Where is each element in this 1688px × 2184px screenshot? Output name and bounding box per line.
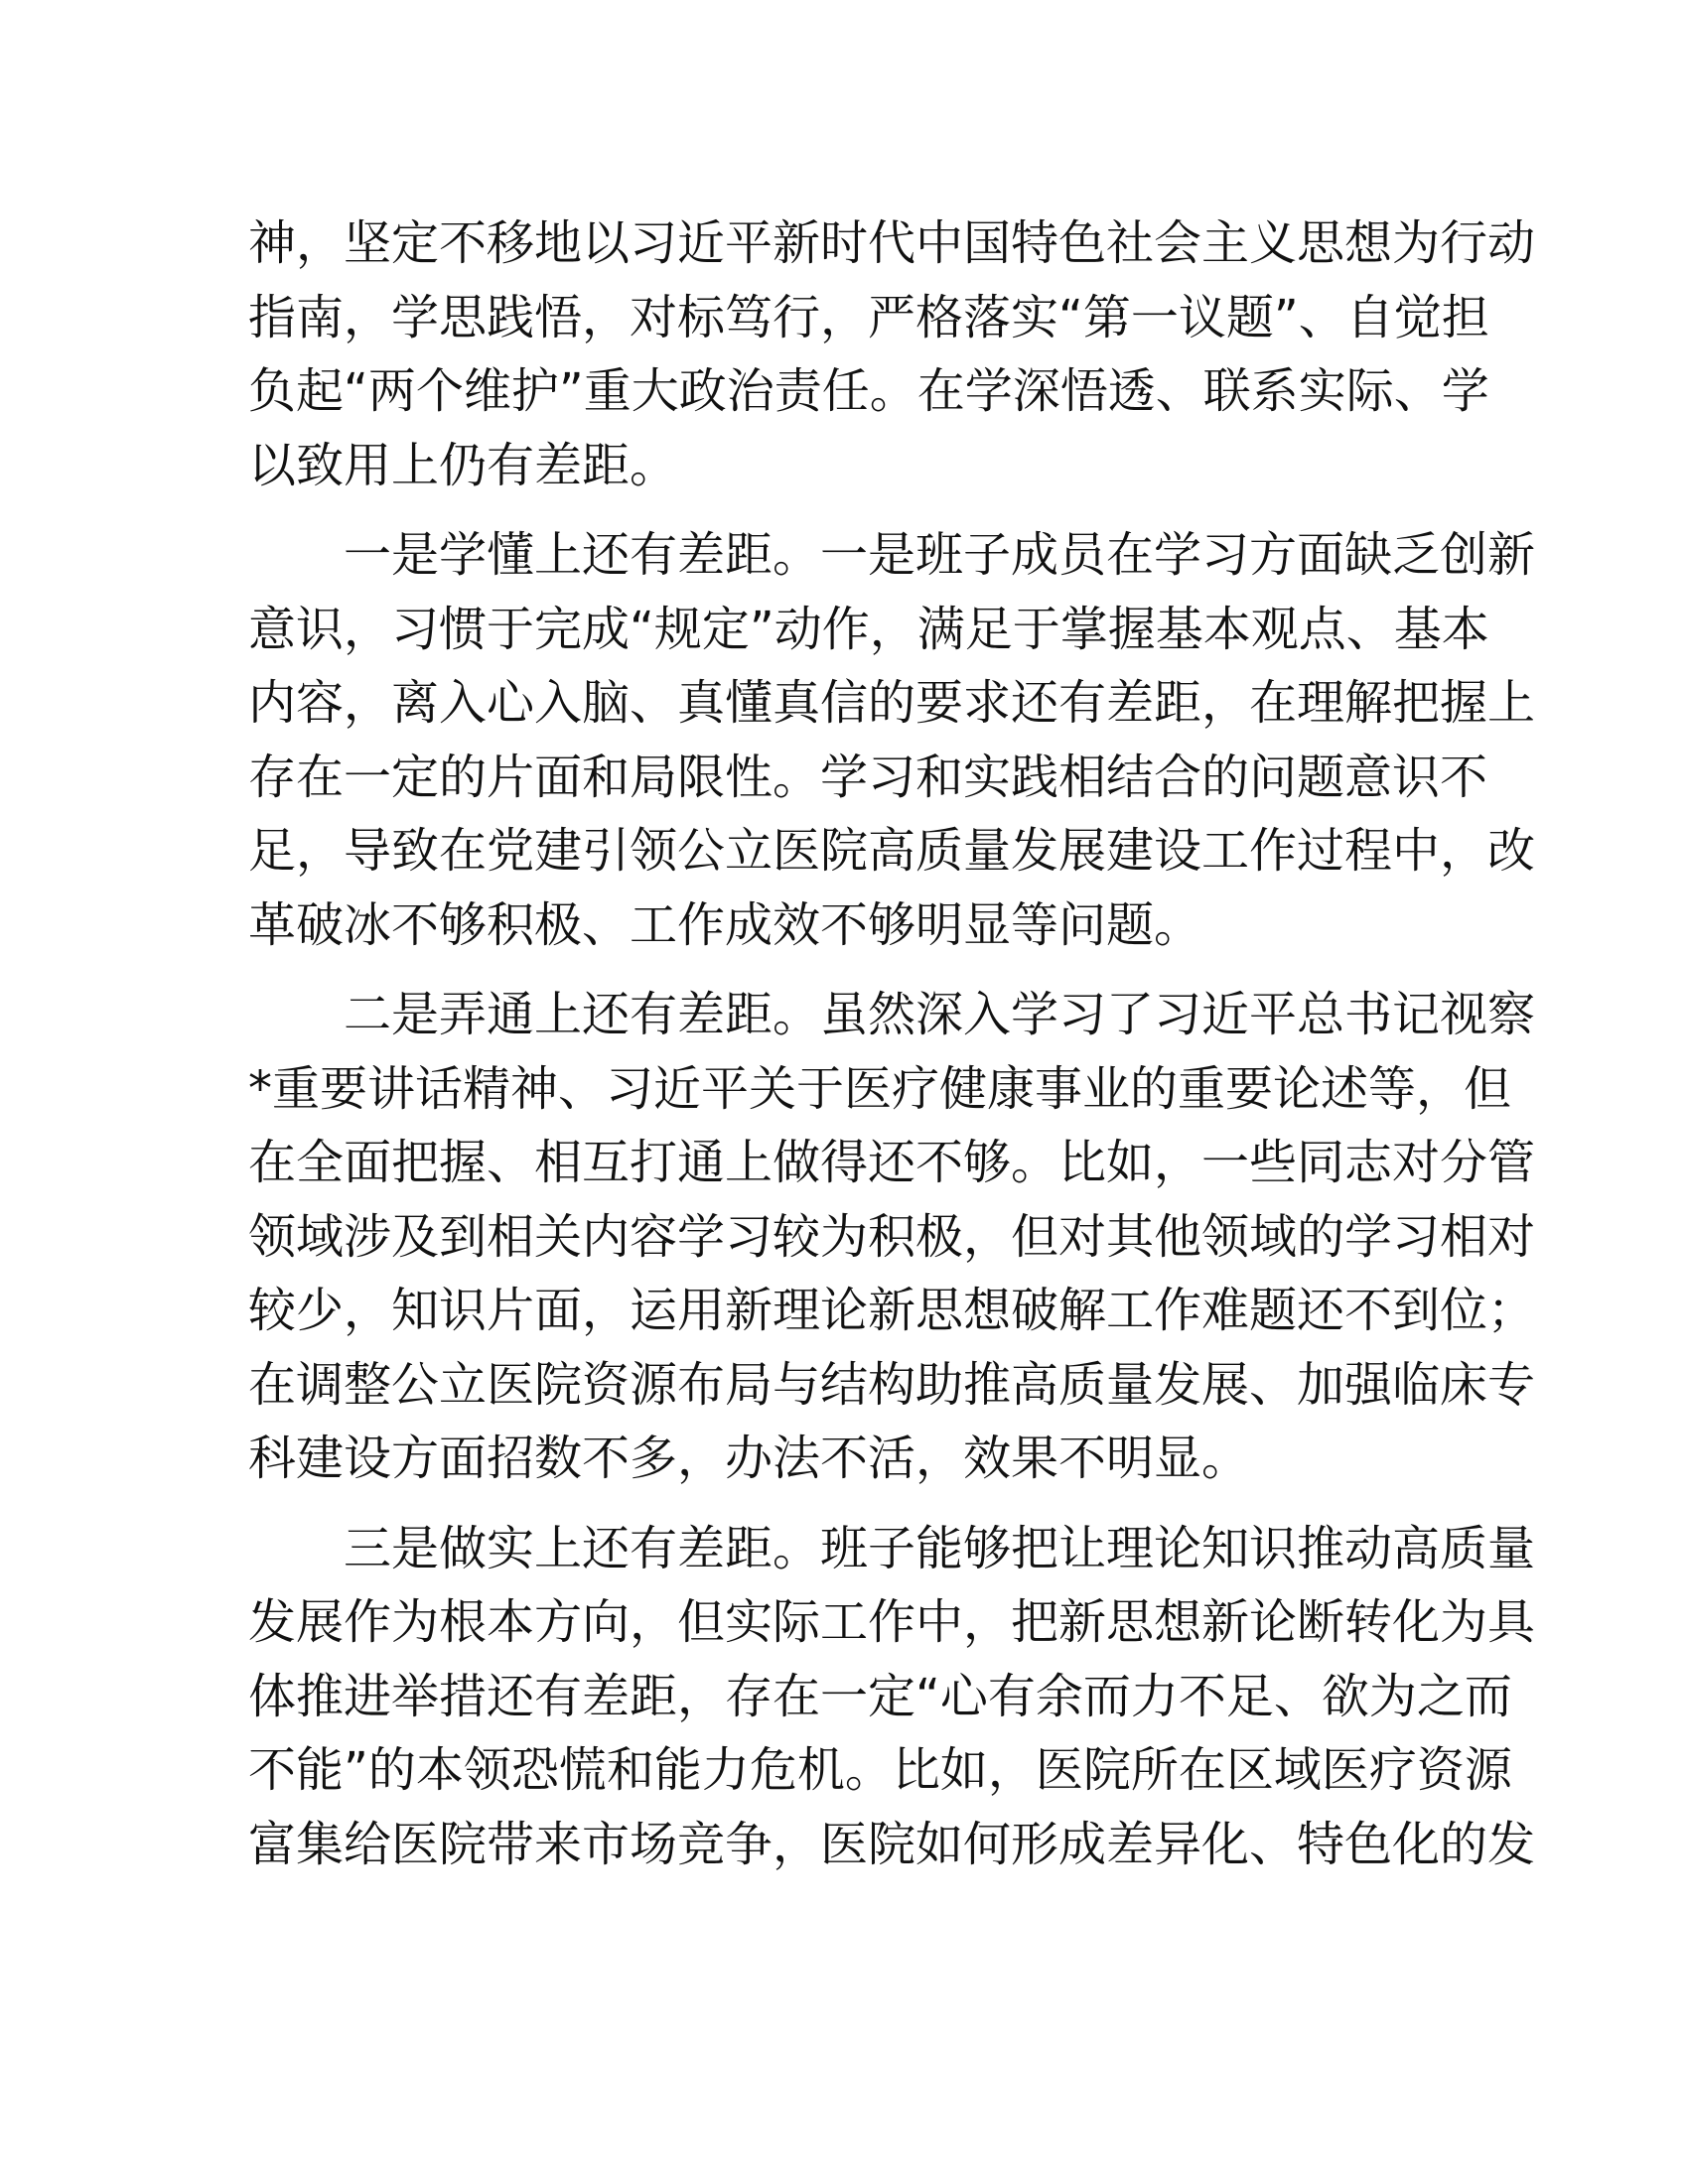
paragraph-intro: [248, 206, 1536, 502]
text-line: 意识，习惯于完成“规定”动作，满足于掌握基本观点、基本: [248, 601, 1489, 657]
text-line: 负起“两个维护”重大政治责任。在学深悟透、联系实际、学: [248, 363, 1489, 419]
text-line: *重要讲话精神、习近平关于医疗健康事业的重要论述等，但: [248, 1060, 1512, 1117]
text-line: 体推进举措还有差距，存在一定“心有余而力不足、欲为之而: [248, 1668, 1512, 1724]
text-line: 革破冰不够积极、工作成效不够明显等问题。: [248, 896, 1202, 953]
paragraph-understanding: [248, 978, 1536, 1496]
text-line: 足，导致在党建引领公立医院高质量发展建设工作过程中，改: [248, 823, 1536, 879]
text-line: 富集给医院带来市场竞争，医院如何形成差异化、特色化的发: [248, 1816, 1536, 1872]
text-line: 科建设方面招数不多，办法不活，效果不明显。: [248, 1431, 1250, 1486]
paragraph-spacer: [248, 962, 1440, 978]
text-line: 不能”的本领恐慌和能力危机。比如，医院所在区域医疗资源: [248, 1742, 1512, 1798]
text-line: 较少，知识片面，运用新理论新思想破解工作难题还不到位；: [248, 1283, 1536, 1338]
text-line: 三是做实上还有差距。班子能够把让理论知识推动高质量: [344, 1520, 1536, 1576]
text-line: 在全面把握、相互打通上做得还不够。比如，一些同志对分管: [248, 1135, 1536, 1190]
text-line: 神，坚定不移地以习近平新时代中国特色社会主义思想为行动: [248, 215, 1536, 271]
text-line: 内容，离入心入脑、真懂真信的要求还有差距，在理解把握上: [248, 675, 1536, 731]
text-line: 二是弄通上还有差距。虽然深入学习了习近平总书记视察: [344, 987, 1536, 1042]
text-line: 存在一定的片面和局限性。学习和实践相结合的问题意识不: [248, 749, 1488, 805]
paragraph-practice: [248, 1512, 1536, 1882]
paragraph-learning: [248, 518, 1536, 962]
text-line: 一是学懂上还有差距。一是班子成员在学习方面缺乏创新: [344, 527, 1536, 583]
text-line: 在调整公立医院资源布局与结构助推高质量发展、加强临床专: [248, 1356, 1536, 1413]
paragraph-spacer: [248, 1496, 1440, 1512]
paragraph-spacer: [248, 502, 1440, 518]
text-line: 领域涉及到相关内容学习较为积极，但对其他领域的学习相对: [248, 1208, 1536, 1265]
text-line: 发展作为根本方向，但实际工作中，把新思想新论断转化为具: [248, 1594, 1536, 1650]
document-body: [248, 206, 1536, 1881]
text-line: 以致用上仍有差距。: [248, 437, 678, 493]
text-line: 指南，学思践悟，对标笃行，严格落实“第一议题”、自觉担: [248, 289, 1489, 345]
